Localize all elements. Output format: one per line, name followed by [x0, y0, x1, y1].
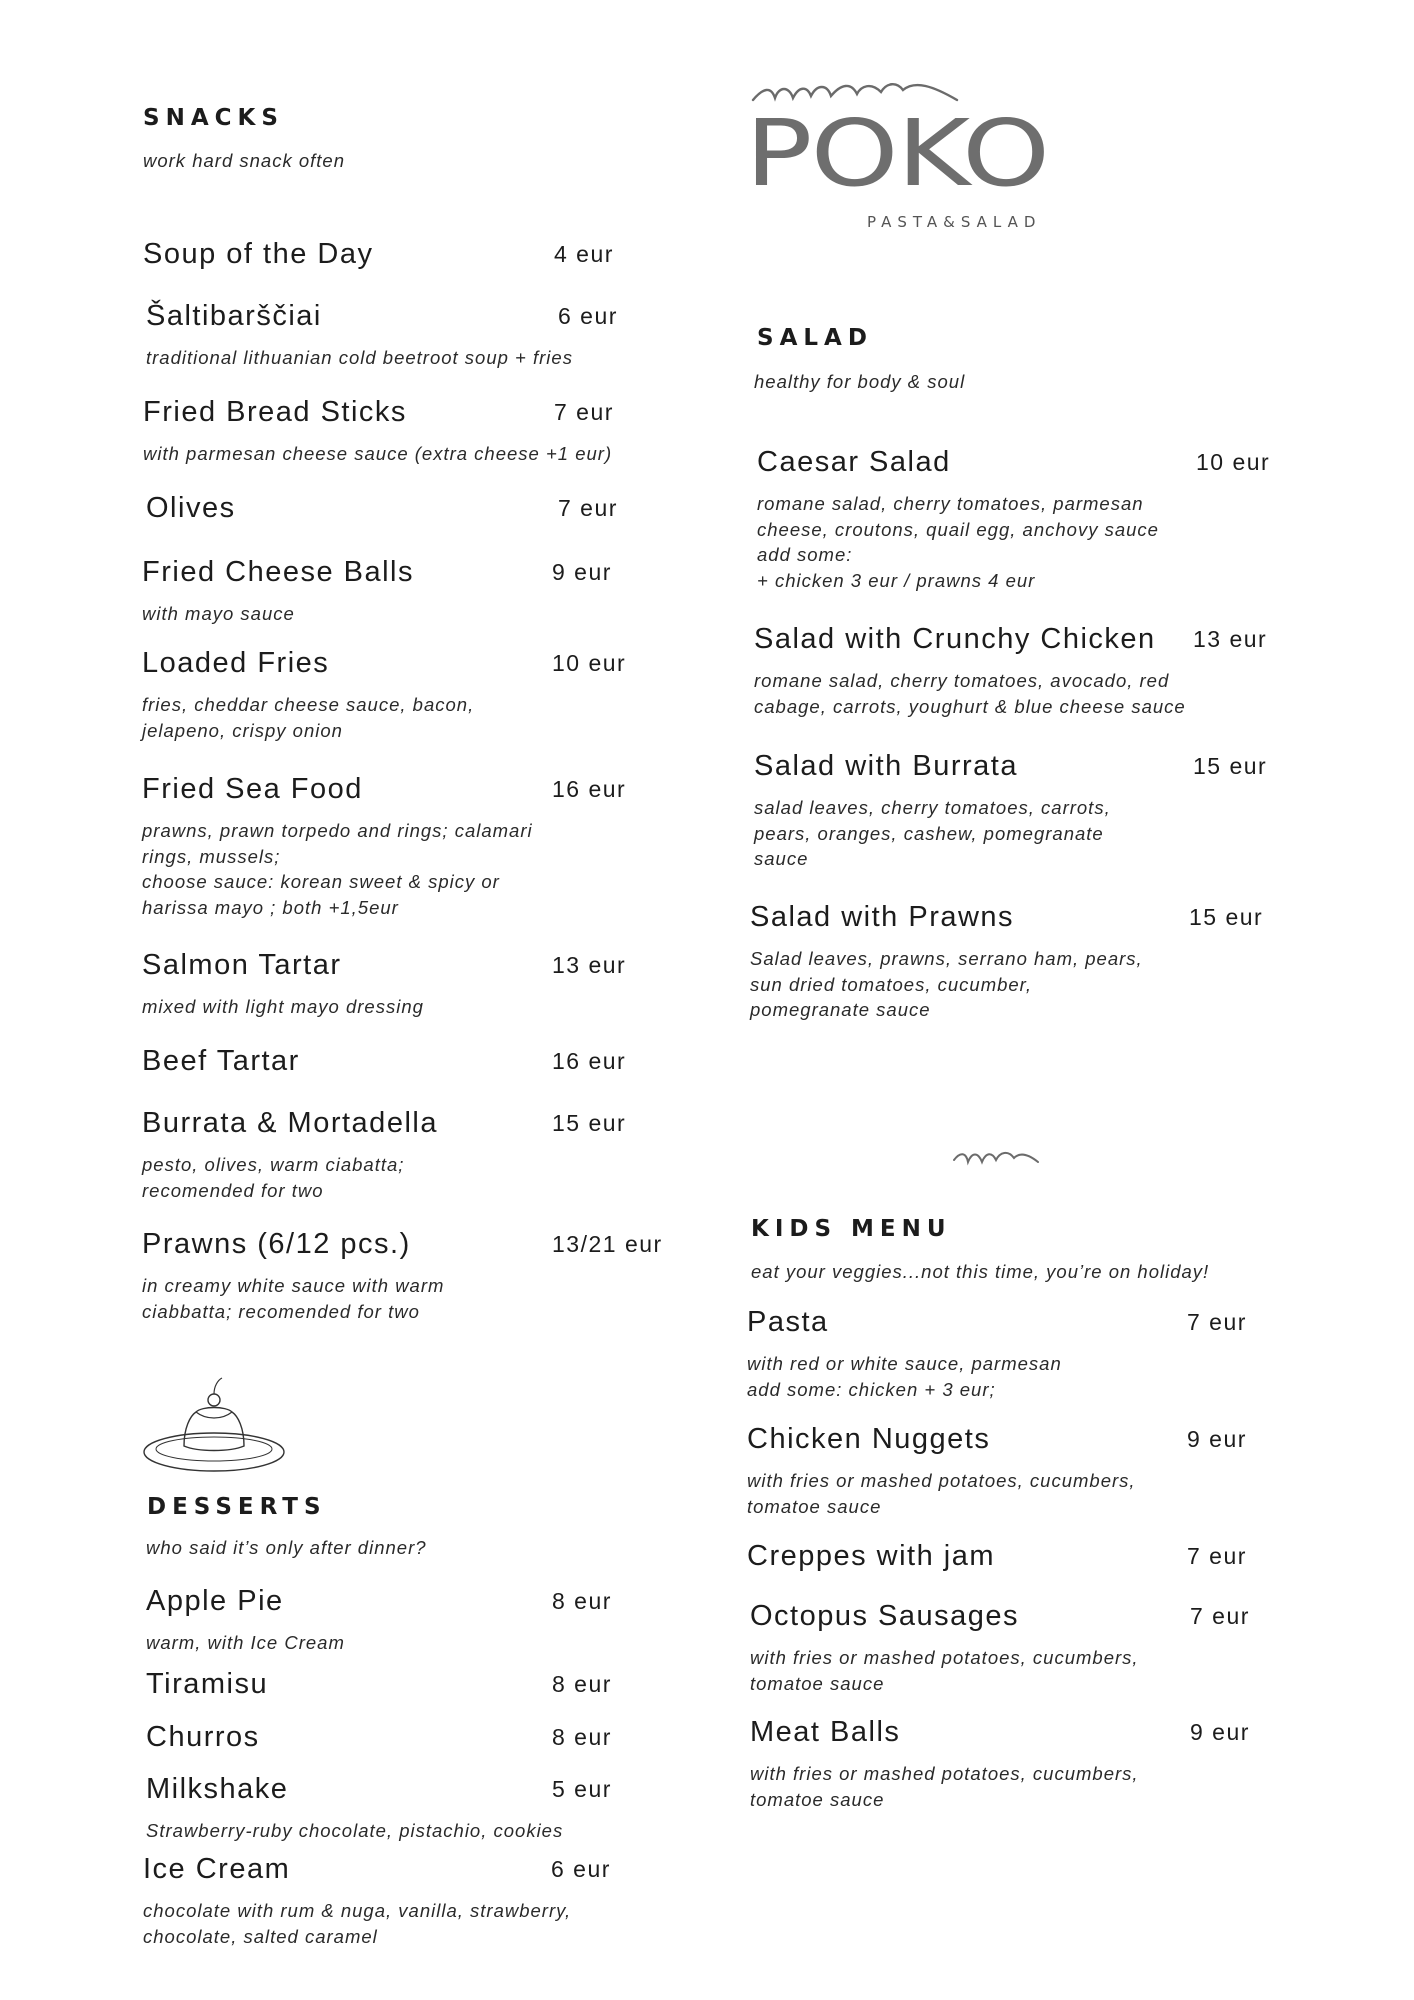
description-line: Strawberry-ruby chocolate, pistachio, cookies — [146, 1820, 564, 1841]
description-line: with red or white sauce, parmesan — [747, 1353, 1062, 1374]
kids-item-description — [747, 1351, 1062, 1402]
snacks-item-price: 10 eur — [552, 650, 627, 676]
poko-logo — [745, 78, 1075, 238]
description-line: choose sauce: korean sweet & spicy or — [142, 871, 500, 892]
kids-item-description — [747, 1468, 1136, 1519]
description-line: fries, cheddar cheese sauce, bacon, — [142, 694, 475, 715]
salad-item-description — [757, 491, 1159, 593]
desserts-item-price: 8 eur — [552, 1724, 612, 1750]
desserts-item-name: Churros — [146, 1721, 260, 1753]
snacks-item-price: 16 eur — [552, 776, 627, 802]
description-line: sun dried tomatoes, cucumber, — [750, 973, 1032, 995]
description-line: add some: — [757, 544, 853, 565]
description-line: pesto, olives, warm ciabatta; — [142, 1154, 405, 1175]
description-line: warm, with Ice Cream — [146, 1632, 345, 1653]
kids-item-name: Meat Balls — [750, 1716, 901, 1748]
kids-item-price: 9 eur — [1190, 1719, 1250, 1745]
snacks-heading: SNACKS — [143, 105, 284, 131]
snacks-item-price: 7 eur — [554, 399, 614, 425]
desserts-item-name: Ice Cream — [143, 1853, 291, 1885]
description-line: recomended for two — [142, 1179, 324, 1201]
snacks-item-description — [142, 1152, 404, 1203]
description-line: in creamy white sauce with warm — [142, 1275, 445, 1296]
desserts-item-description — [146, 1630, 345, 1656]
description-line: mixed with light mayo dressing — [142, 996, 424, 1017]
salad-heading: SALAD — [757, 325, 873, 351]
kids-item-name: Pasta — [747, 1306, 829, 1338]
description-line: + chicken 3 eur / prawns 4 eur — [757, 569, 1036, 591]
snacks-item-name: Loaded Fries — [142, 647, 330, 679]
description-line: pears, oranges, cashew, pomegranate — [754, 822, 1104, 844]
description-line: tomatoe sauce — [750, 1672, 885, 1694]
snacks-item-description — [142, 601, 295, 627]
wave-divider-icon — [952, 1148, 1042, 1172]
snacks-item-price: 13/21 eur — [552, 1231, 663, 1257]
salad-item-price: 15 eur — [1193, 753, 1268, 779]
description-line: pomegranate sauce — [750, 999, 931, 1020]
desserts-item-description — [146, 1818, 563, 1844]
snacks-item-description — [143, 441, 612, 467]
description-line: ciabbatta; recomended for two — [142, 1300, 420, 1322]
snacks-item-name: Šaltibarščiai — [146, 300, 322, 332]
snacks-item-description — [142, 994, 424, 1020]
description-line: with fries or mashed potatoes, cucumbers, — [750, 1763, 1139, 1784]
snacks-item-description — [142, 692, 474, 743]
description-line: with parmesan cheese sauce (extra cheese +1 eur) — [143, 443, 613, 464]
kids-item-price: 9 eur — [1187, 1426, 1247, 1452]
description-line: prawns, prawn torpedo and rings; calamari — [142, 820, 533, 841]
desserts-item-price: 6 eur — [551, 1856, 611, 1882]
desserts-item-name: Milkshake — [146, 1773, 289, 1805]
salad-item-price: 15 eur — [1189, 904, 1264, 930]
kids-menu-heading: KIDS MENU — [751, 1216, 952, 1242]
salad-item-description — [754, 795, 1111, 872]
snacks-item-name: Fried Sea Food — [142, 773, 363, 805]
snacks-item-price: 16 eur — [552, 1048, 627, 1074]
description-line: add some: chicken + 3 eur; — [747, 1378, 996, 1400]
snacks-item-name: Burrata & Mortadella — [142, 1107, 438, 1139]
desserts-item-price: 8 eur — [552, 1588, 612, 1614]
kids-item-name: Chicken Nuggets — [747, 1423, 991, 1455]
salad-item-name: Salad with Prawns — [750, 901, 1015, 933]
desserts-item-name: Tiramisu — [146, 1668, 269, 1700]
snacks-item-name: Beef Tartar — [142, 1045, 300, 1077]
snacks-item-price: 9 eur — [552, 559, 612, 585]
description-line: tomatoe sauce — [750, 1788, 885, 1810]
salad-tagline: healthy for body & soul — [754, 371, 966, 392]
salad-item-description — [754, 668, 1186, 719]
snacks-item-price: 6 eur — [558, 303, 618, 329]
snacks-item-name: Prawns (6/12 pcs.) — [142, 1228, 411, 1260]
salad-item-name: Caesar Salad — [757, 446, 951, 478]
snacks-item-name: Fried Bread Sticks — [143, 396, 407, 428]
brand-subtitle: PASTA&SALAD — [867, 213, 1042, 231]
brand-name: POKO — [745, 100, 1049, 208]
description-line: tomatoe sauce — [747, 1495, 882, 1517]
desserts-item-price: 5 eur — [552, 1776, 612, 1802]
salad-item-price: 10 eur — [1196, 449, 1271, 475]
description-line: romane salad, cherry tomatoes, avocado, red — [754, 670, 1170, 691]
description-line: traditional lithuanian cold beetroot soup + fries — [146, 347, 573, 368]
description-line: cheese, croutons, quail egg, anchovy sauce — [757, 518, 1159, 540]
description-line: jelapeno, crispy onion — [142, 719, 343, 741]
description-line: rings, mussels; — [142, 845, 281, 867]
kids-item-description — [750, 1645, 1139, 1696]
salad-item-name: Salad with Burrata — [754, 750, 1018, 782]
snacks-item-name: Fried Cheese Balls — [142, 556, 414, 588]
snacks-item-price: 7 eur — [558, 495, 618, 521]
description-line: with fries or mashed potatoes, cucumbers, — [750, 1647, 1139, 1668]
description-line: salad leaves, cherry tomatoes, carrots, — [754, 797, 1111, 818]
snacks-item-name: Salmon Tartar — [142, 949, 342, 981]
snacks-item-name: Soup of the Day — [143, 238, 374, 270]
description-line: chocolate, salted caramel — [143, 1925, 378, 1947]
snacks-item-price: 13 eur — [552, 952, 627, 978]
snacks-item-price: 15 eur — [552, 1110, 627, 1136]
kids-item-name: Octopus Sausages — [750, 1600, 1020, 1632]
kids-item-description — [750, 1761, 1139, 1812]
desserts-heading: DESSERTS — [147, 1494, 327, 1520]
description-line: Salad leaves, prawns, serrano ham, pears, — [750, 948, 1143, 969]
description-line: with mayo sauce — [142, 603, 295, 624]
dessert-illustration — [140, 1376, 290, 1481]
salad-item-name: Salad with Crunchy Chicken — [754, 623, 1156, 655]
snacks-item-description — [146, 345, 573, 371]
snacks-tagline: work hard snack often — [143, 150, 345, 171]
snacks-item-description — [142, 818, 533, 920]
desserts-item-name: Apple Pie — [146, 1585, 284, 1617]
description-line: harissa mayo ; both +1,5eur — [142, 896, 399, 918]
desserts-tagline: who said it’s only after dinner? — [146, 1537, 427, 1558]
snacks-item-name: Olives — [146, 492, 236, 524]
description-line: sauce — [754, 848, 809, 869]
snacks-item-description — [142, 1273, 444, 1324]
desserts-item-description — [143, 1898, 571, 1949]
salad-item-description — [750, 946, 1143, 1023]
description-line: cabage, carrots, youghurt & blue cheese sauce — [754, 695, 1186, 717]
description-line: with fries or mashed potatoes, cucumbers, — [747, 1470, 1136, 1491]
kids-item-price: 7 eur — [1187, 1309, 1247, 1335]
salad-item-price: 13 eur — [1193, 626, 1268, 652]
description-line: chocolate with rum & nuga, vanilla, strawberry, — [143, 1900, 572, 1921]
pudding-icon — [140, 1376, 290, 1476]
description-line: romane salad, cherry tomatoes, parmesan — [757, 493, 1144, 514]
kids-menu-tagline: eat your veggies...not this time, you’re on holiday! — [751, 1261, 1210, 1282]
desserts-item-price: 8 eur — [552, 1671, 612, 1697]
wave-divider — [952, 1148, 1042, 1177]
snacks-item-price: 4 eur — [554, 241, 614, 267]
kids-item-price: 7 eur — [1187, 1543, 1247, 1569]
kids-item-name: Creppes with jam — [747, 1540, 996, 1572]
kids-item-price: 7 eur — [1190, 1603, 1250, 1629]
